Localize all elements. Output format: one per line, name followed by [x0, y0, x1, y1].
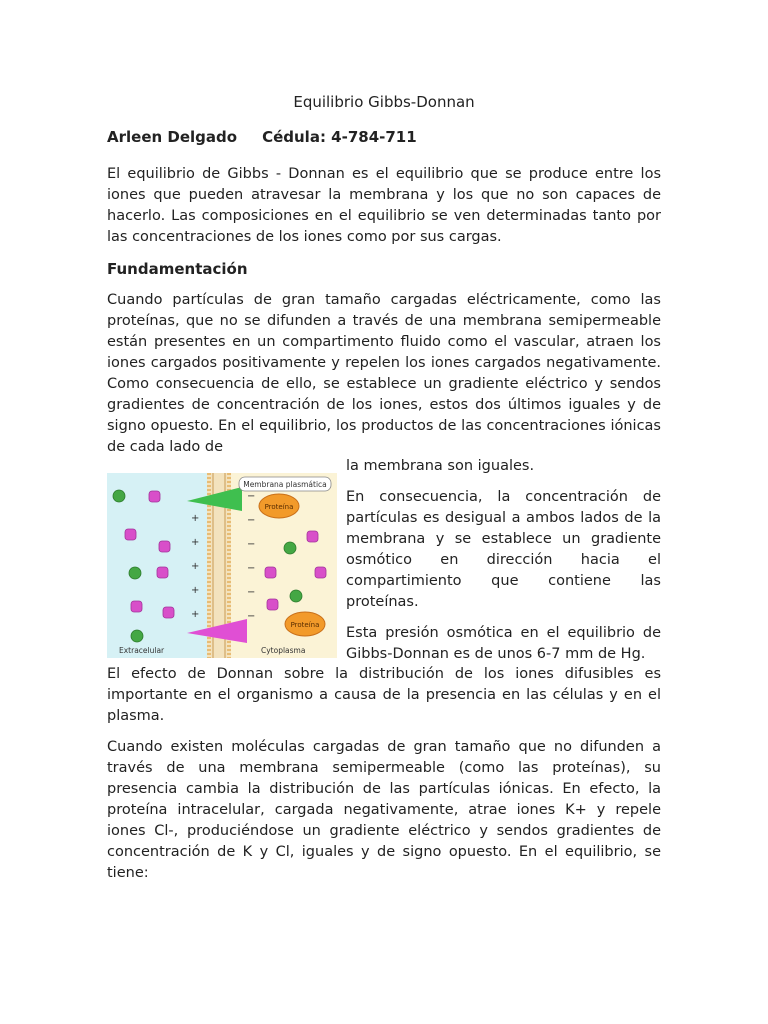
- protein-bottom: [285, 612, 325, 636]
- chloride-ion: [113, 490, 125, 502]
- author-line: [107, 127, 417, 147]
- chloride-ion: [131, 630, 143, 642]
- plus-sign: +: [191, 513, 200, 524]
- cation-ion: [267, 599, 278, 610]
- plus-sign: +: [191, 609, 200, 620]
- document-title: Equilibrio Gibbs-Donnan: [293, 93, 475, 111]
- plus-sign: +: [191, 561, 200, 572]
- section-heading: Fundamentación: [107, 260, 248, 278]
- cation-ion: [159, 541, 170, 552]
- chloride-ion: [129, 567, 141, 579]
- cation-ion: [131, 601, 142, 612]
- minus-sign: −: [247, 587, 256, 598]
- cation-ion: [125, 529, 136, 540]
- protein-label: Proteína: [264, 503, 294, 511]
- cation-ion: [149, 491, 160, 502]
- cation-ion: [315, 567, 326, 578]
- paragraph-osmotic-pressure: Esta presión osmótica en el equilibrio de Gibbs-Donnan es de unos 6-7 mm de Hg.: [346, 625, 661, 662]
- plus-sign: +: [191, 537, 200, 548]
- extracellular-label: Extracelular: [119, 646, 165, 655]
- minus-sign: −: [247, 563, 256, 574]
- protein-label: Proteína: [290, 621, 320, 629]
- minus-sign: −: [247, 491, 256, 502]
- intro-paragraph: El equilibrio de Gibbs - Donnan es el equilibrio que se produce entre los iones que pueden atravesar la membrana y los que no son capaces de hacerlo. Las composiciones en el equilibrio se ven determinadas tanto por las concentraciones de los iones como por sus cargas.: [107, 166, 661, 245]
- cation-ion: [157, 567, 168, 578]
- minus-sign: −: [247, 611, 256, 622]
- gibbs-donnan-diagram: [107, 473, 337, 658]
- paragraph-membrane-equal: la membrana son iguales.: [346, 458, 535, 474]
- paragraph-donnan-effect: El efecto de Donnan sobre la distribución de los iones difusibles es importante en el organismo a causa de la presencia en las células y en el plasma.: [107, 666, 661, 724]
- author-cedula: Cédula: 4-784-711: [262, 128, 417, 146]
- membrane-label-box: [239, 477, 331, 491]
- paragraph-osmotic-gradient: En consecuencia, la concentración de partículas es desigual a ambos lados de la membrana y se establece un gradiente osmótico en dirección hacia el compartimiento que contiene las proteínas.: [346, 489, 661, 610]
- plus-sign: +: [191, 585, 200, 596]
- cation-ion: [163, 607, 174, 618]
- minus-sign: −: [247, 515, 256, 526]
- cytoplasm-label: Cytoplasma: [261, 646, 306, 655]
- protein-top: [259, 494, 299, 518]
- minus-sign: −: [247, 539, 256, 550]
- cation-ion: [265, 567, 276, 578]
- paragraph-charged-molecules: Cuando existen moléculas cargadas de gran tamaño que no difunden a través de una membrana semipermeable (como las proteínas), su presencia cambia la distribución de las partículas iónicas. En efecto, la proteína intracelular, cargada negativamente, atrae iones K+ y repele iones Cl-, produciéndose un gradiente eléctrico y sendos gradientes de concentración de K y Cl, iguales y de signo opuesto. En el equilibrio, se tiene:: [107, 739, 661, 881]
- author-name: Arleen Delgado: [107, 128, 238, 146]
- membrane-label: Membrana plasmática: [243, 480, 327, 489]
- chloride-ion: [290, 590, 302, 602]
- chloride-ion: [284, 542, 296, 554]
- paragraph-fundamentacion: Cuando partículas de gran tamaño cargadas eléctricamente, como las proteínas, que no se difunden a través de una membrana semipermeable están presentes en un compartimento fluido como el vascular, atraen los iones cargados positivamente y repelen los iones cargados negativamente. Como consecuencia de ello, se establece un gradiente eléctrico y sendos gradientes de concentración de los iones, estos dos últimos iguales y de signo opuesto. En el equilibrio, los productos de las concentraciones iónicas de cada lado de: [107, 292, 661, 455]
- cation-ion: [307, 531, 318, 542]
